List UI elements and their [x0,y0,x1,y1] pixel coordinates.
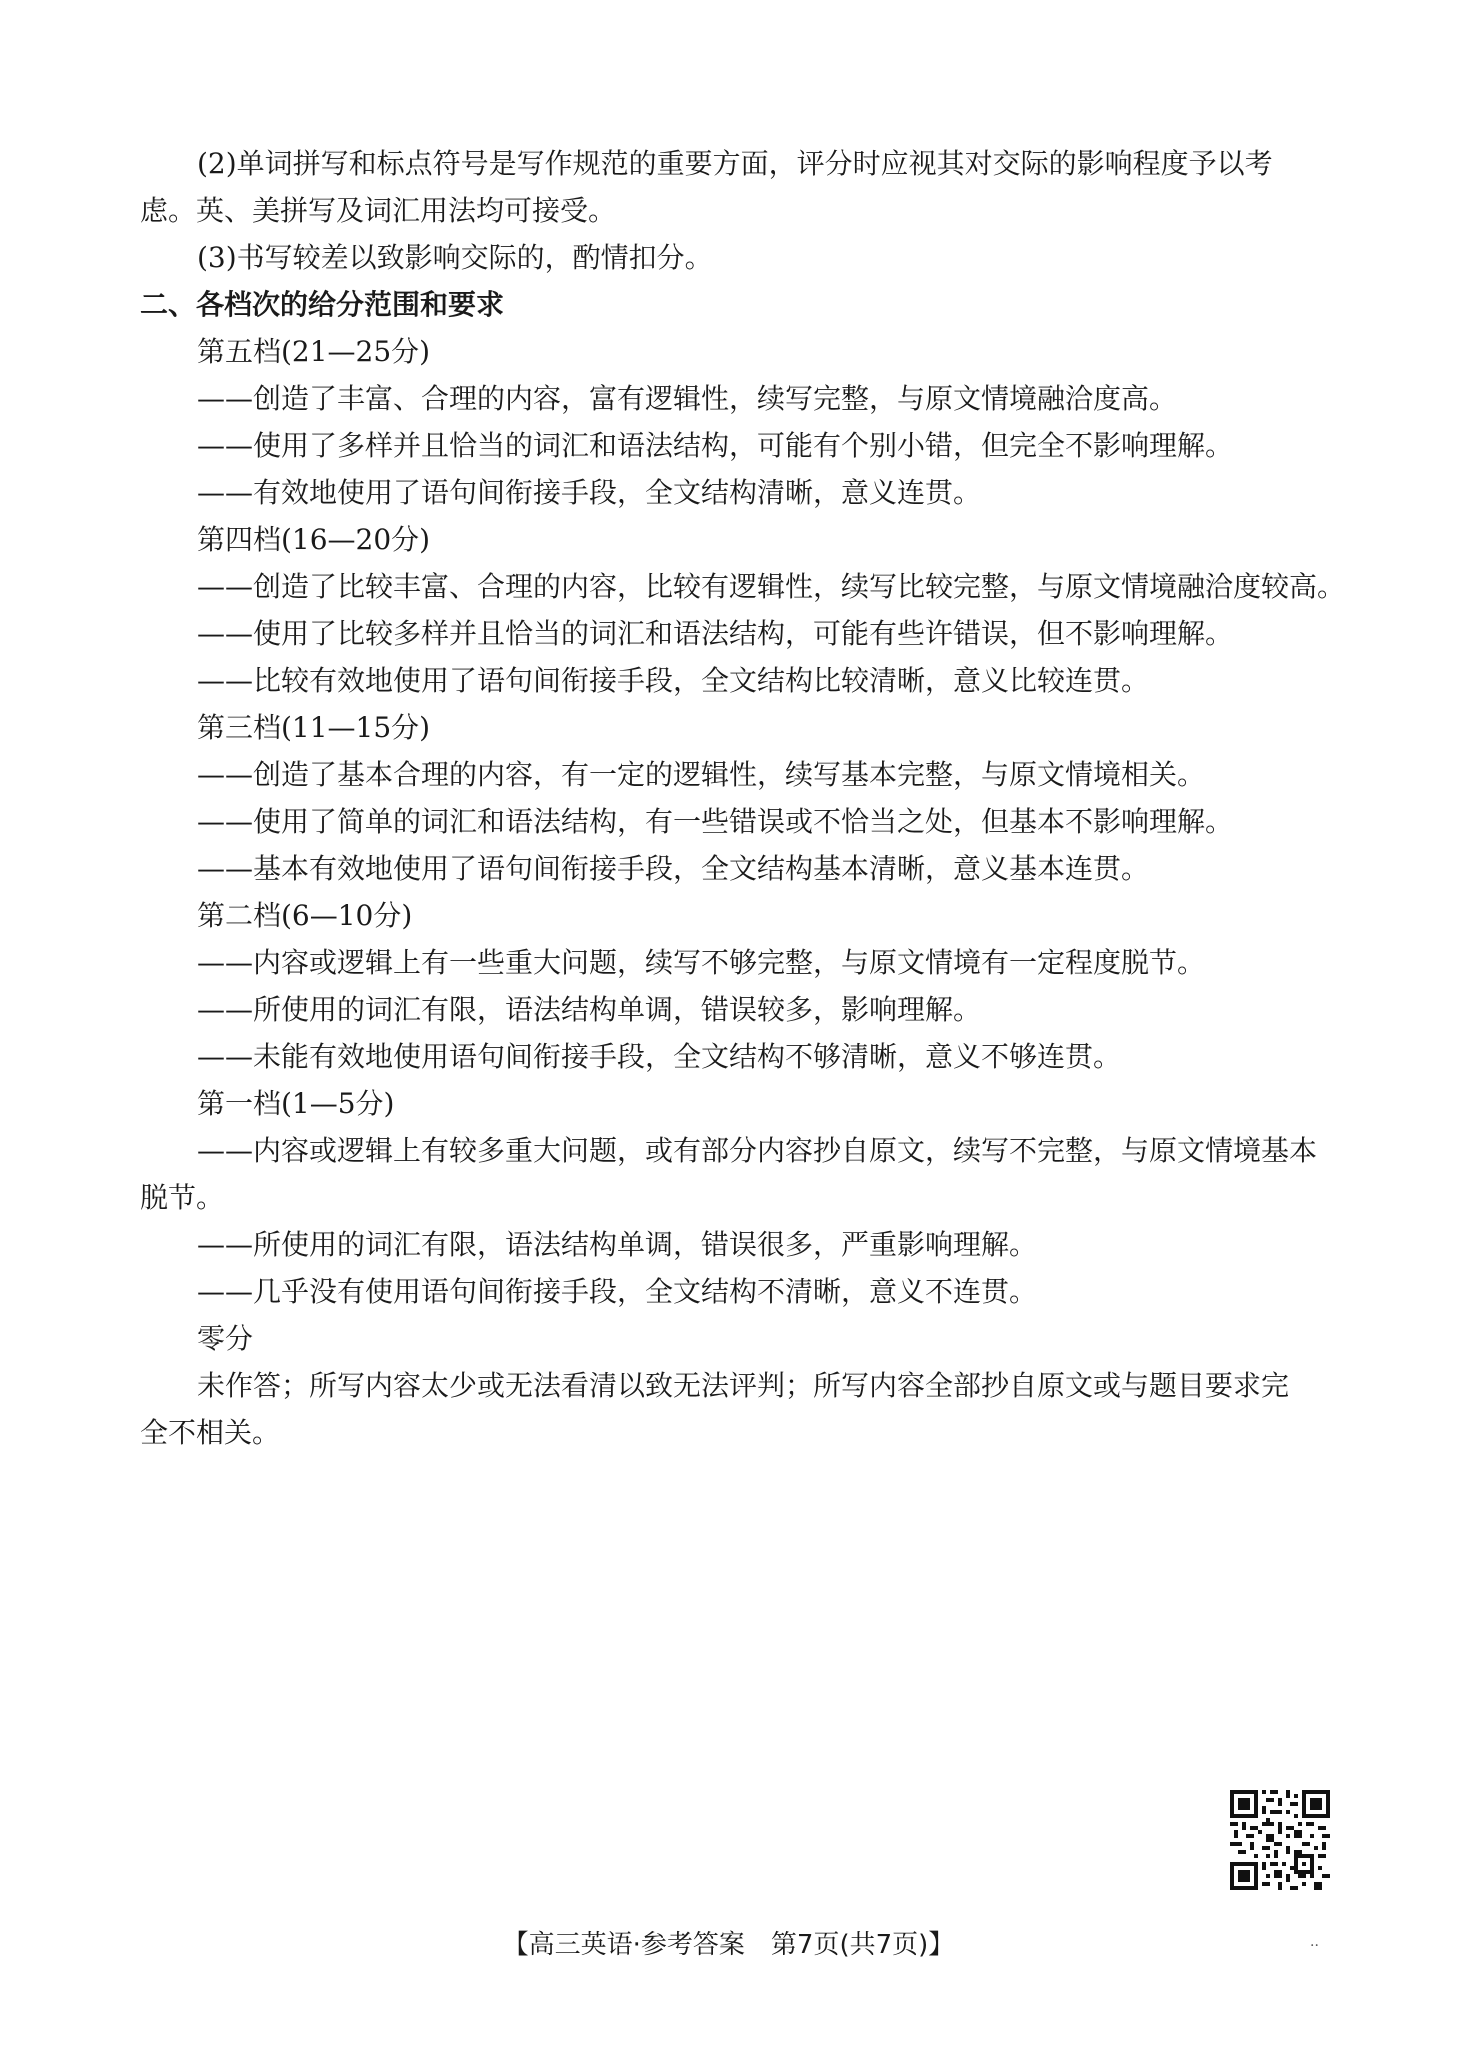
criterion-line: ——使用了比较多样并且恰当的词汇和语法结构，可能有些许错误，但不影响理解。 [197,617,1234,650]
text-line: (3)书写较差以致影响交际的，酌情扣分。 [197,241,713,274]
criterion-line: ——基本有效地使用了语句间衔接手段，全文结构基本清晰，意义基本连贯。 [197,852,1150,885]
scan-mark-icon: ·· [1310,1938,1319,1954]
document-body [140,140,1346,1456]
criterion-line: ——内容或逻辑上有一些重大问题，续写不够完整，与原文情境有一定程度脱节。 [197,946,1206,979]
zero-score-line: 未作答；所写内容太少或无法看清以致无法评判；所写内容全部抄自原文或与题目要求完 [197,1369,1290,1402]
qr-code-icon [1230,1790,1330,1890]
text-line: (2)单词拼写和标点符号是写作规范的重要方面，评分时应视其对交际的影响程度予以考 [197,147,1273,180]
criterion-line: ——未能有效地使用语句间衔接手段，全文结构不够清晰，意义不够连贯。 [197,1040,1122,1073]
criterion-line: ——创造了基本合理的内容，有一定的逻辑性，续写基本完整，与原文情境相关。 [197,758,1206,791]
criterion-line: ——比较有效地使用了语句间衔接手段，全文结构比较清晰，意义比较连贯。 [197,664,1150,697]
criterion-line: ——使用了多样并且恰当的词汇和语法结构，可能有个别小错，但完全不影响理解。 [197,429,1234,462]
section-heading: 二、各档次的给分范围和要求 [140,288,505,321]
criterion-line: ——使用了简单的词汇和语法结构，有一些错误或不恰当之处，但基本不影响理解。 [197,805,1234,838]
level-title: 第二档(6—10分) [197,899,413,932]
zero-score-line-continuation: 全不相关。 [140,1416,281,1449]
criterion-line: ——内容或逻辑上有较多重大问题，或有部分内容抄自原文，续写不完整，与原文情境基本 [197,1134,1318,1167]
text-line: 虑。英、美拼写及词汇用法均可接受。 [140,194,617,227]
criterion-line: ——所使用的词汇有限，语法结构单调，错误很多，严重影响理解。 [197,1228,1038,1261]
criterion-line: ——所使用的词汇有限，语法结构单调，错误较多，影响理解。 [197,993,982,1026]
level-title: 第五档(21—25分) [197,335,431,368]
level-title: 第一档(1—5分) [197,1087,395,1120]
level-title: 零分 [197,1322,254,1355]
page-footer: 【高三英语·参考答案 第7页(共7页)】 [502,1930,955,1960]
criterion-line: ——几乎没有使用语句间衔接手段，全文结构不清晰，意义不连贯。 [197,1275,1038,1308]
level-title: 第四档(16—20分) [197,523,431,556]
criterion-line: ——有效地使用了语句间衔接手段，全文结构清晰，意义连贯。 [197,476,982,509]
level-title: 第三档(11—15分) [197,711,431,744]
criterion-line: ——创造了比较丰富、合理的内容，比较有逻辑性，续写比较完整，与原文情境融洽度较高。 [197,570,1346,603]
criterion-line: ——创造了丰富、合理的内容，富有逻辑性，续写完整，与原文情境融洽度高。 [197,382,1178,415]
criterion-line-continuation: 脱节。 [140,1181,225,1214]
